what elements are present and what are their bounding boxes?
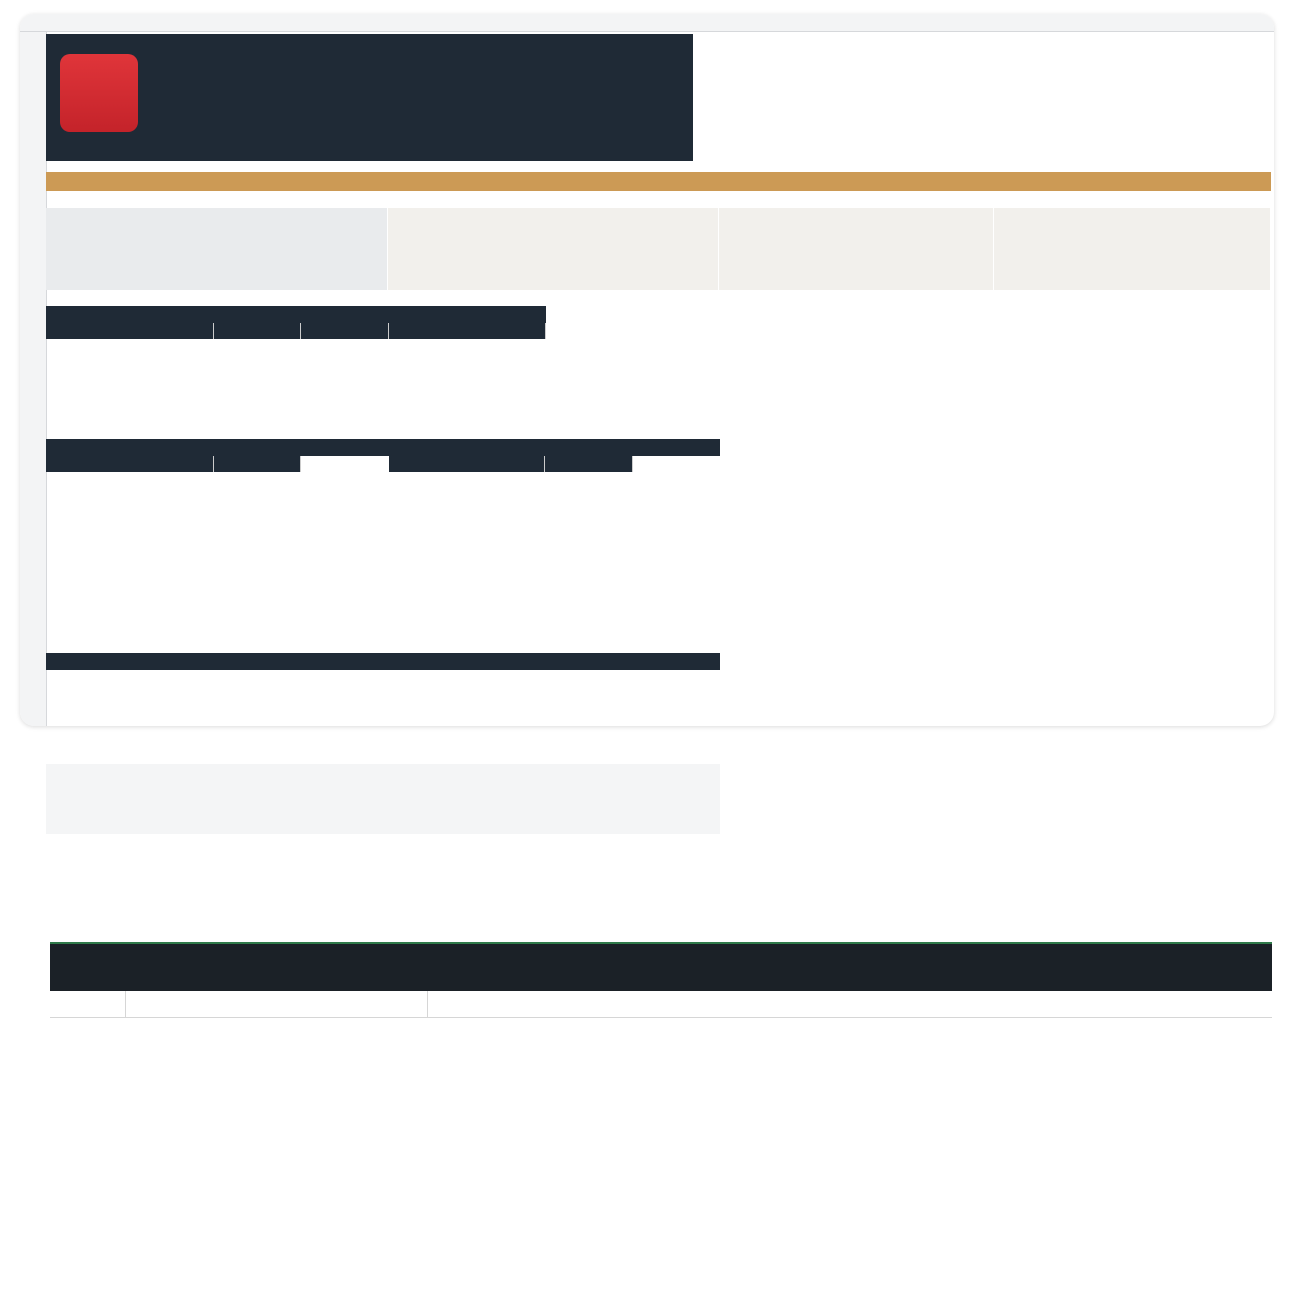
copertura-table bbox=[46, 306, 546, 339]
territory-bar bbox=[46, 172, 1271, 191]
row-headers bbox=[20, 32, 47, 726]
header-cell bbox=[389, 456, 545, 472]
guide-sheet bbox=[46, 942, 1272, 1227]
top-comuni-table bbox=[389, 456, 633, 472]
table-title bbox=[46, 306, 546, 323]
header-cell bbox=[46, 323, 214, 339]
tipo-intervento-chart bbox=[728, 440, 1273, 640]
kpi-row bbox=[46, 208, 1271, 290]
guide-title bbox=[50, 942, 1272, 991]
table-title bbox=[46, 653, 720, 670]
brand-banner bbox=[46, 34, 693, 161]
header-cell bbox=[46, 456, 214, 472]
kpi-cantieri[interactable] bbox=[46, 208, 388, 290]
footnote bbox=[46, 764, 720, 834]
header-cell bbox=[214, 456, 301, 472]
kpi-comuni[interactable] bbox=[388, 208, 719, 290]
table-header bbox=[389, 456, 633, 472]
table-header bbox=[46, 456, 301, 472]
table-title bbox=[46, 439, 720, 456]
header-cell bbox=[389, 323, 546, 339]
kpi-mappa[interactable] bbox=[719, 208, 994, 290]
guide-grid bbox=[50, 991, 1272, 1018]
db-logo bbox=[60, 54, 138, 132]
table-header bbox=[46, 323, 546, 339]
kpi-committente[interactable] bbox=[994, 208, 1271, 290]
header-cell bbox=[545, 456, 633, 472]
column-headers bbox=[20, 14, 1274, 32]
copertura-chart bbox=[728, 305, 1273, 435]
comuni-chart bbox=[728, 640, 1273, 880]
header-cell bbox=[214, 323, 301, 339]
header-cell bbox=[301, 323, 389, 339]
qualita-table bbox=[46, 653, 720, 670]
guide-empty-row bbox=[50, 991, 1272, 1018]
